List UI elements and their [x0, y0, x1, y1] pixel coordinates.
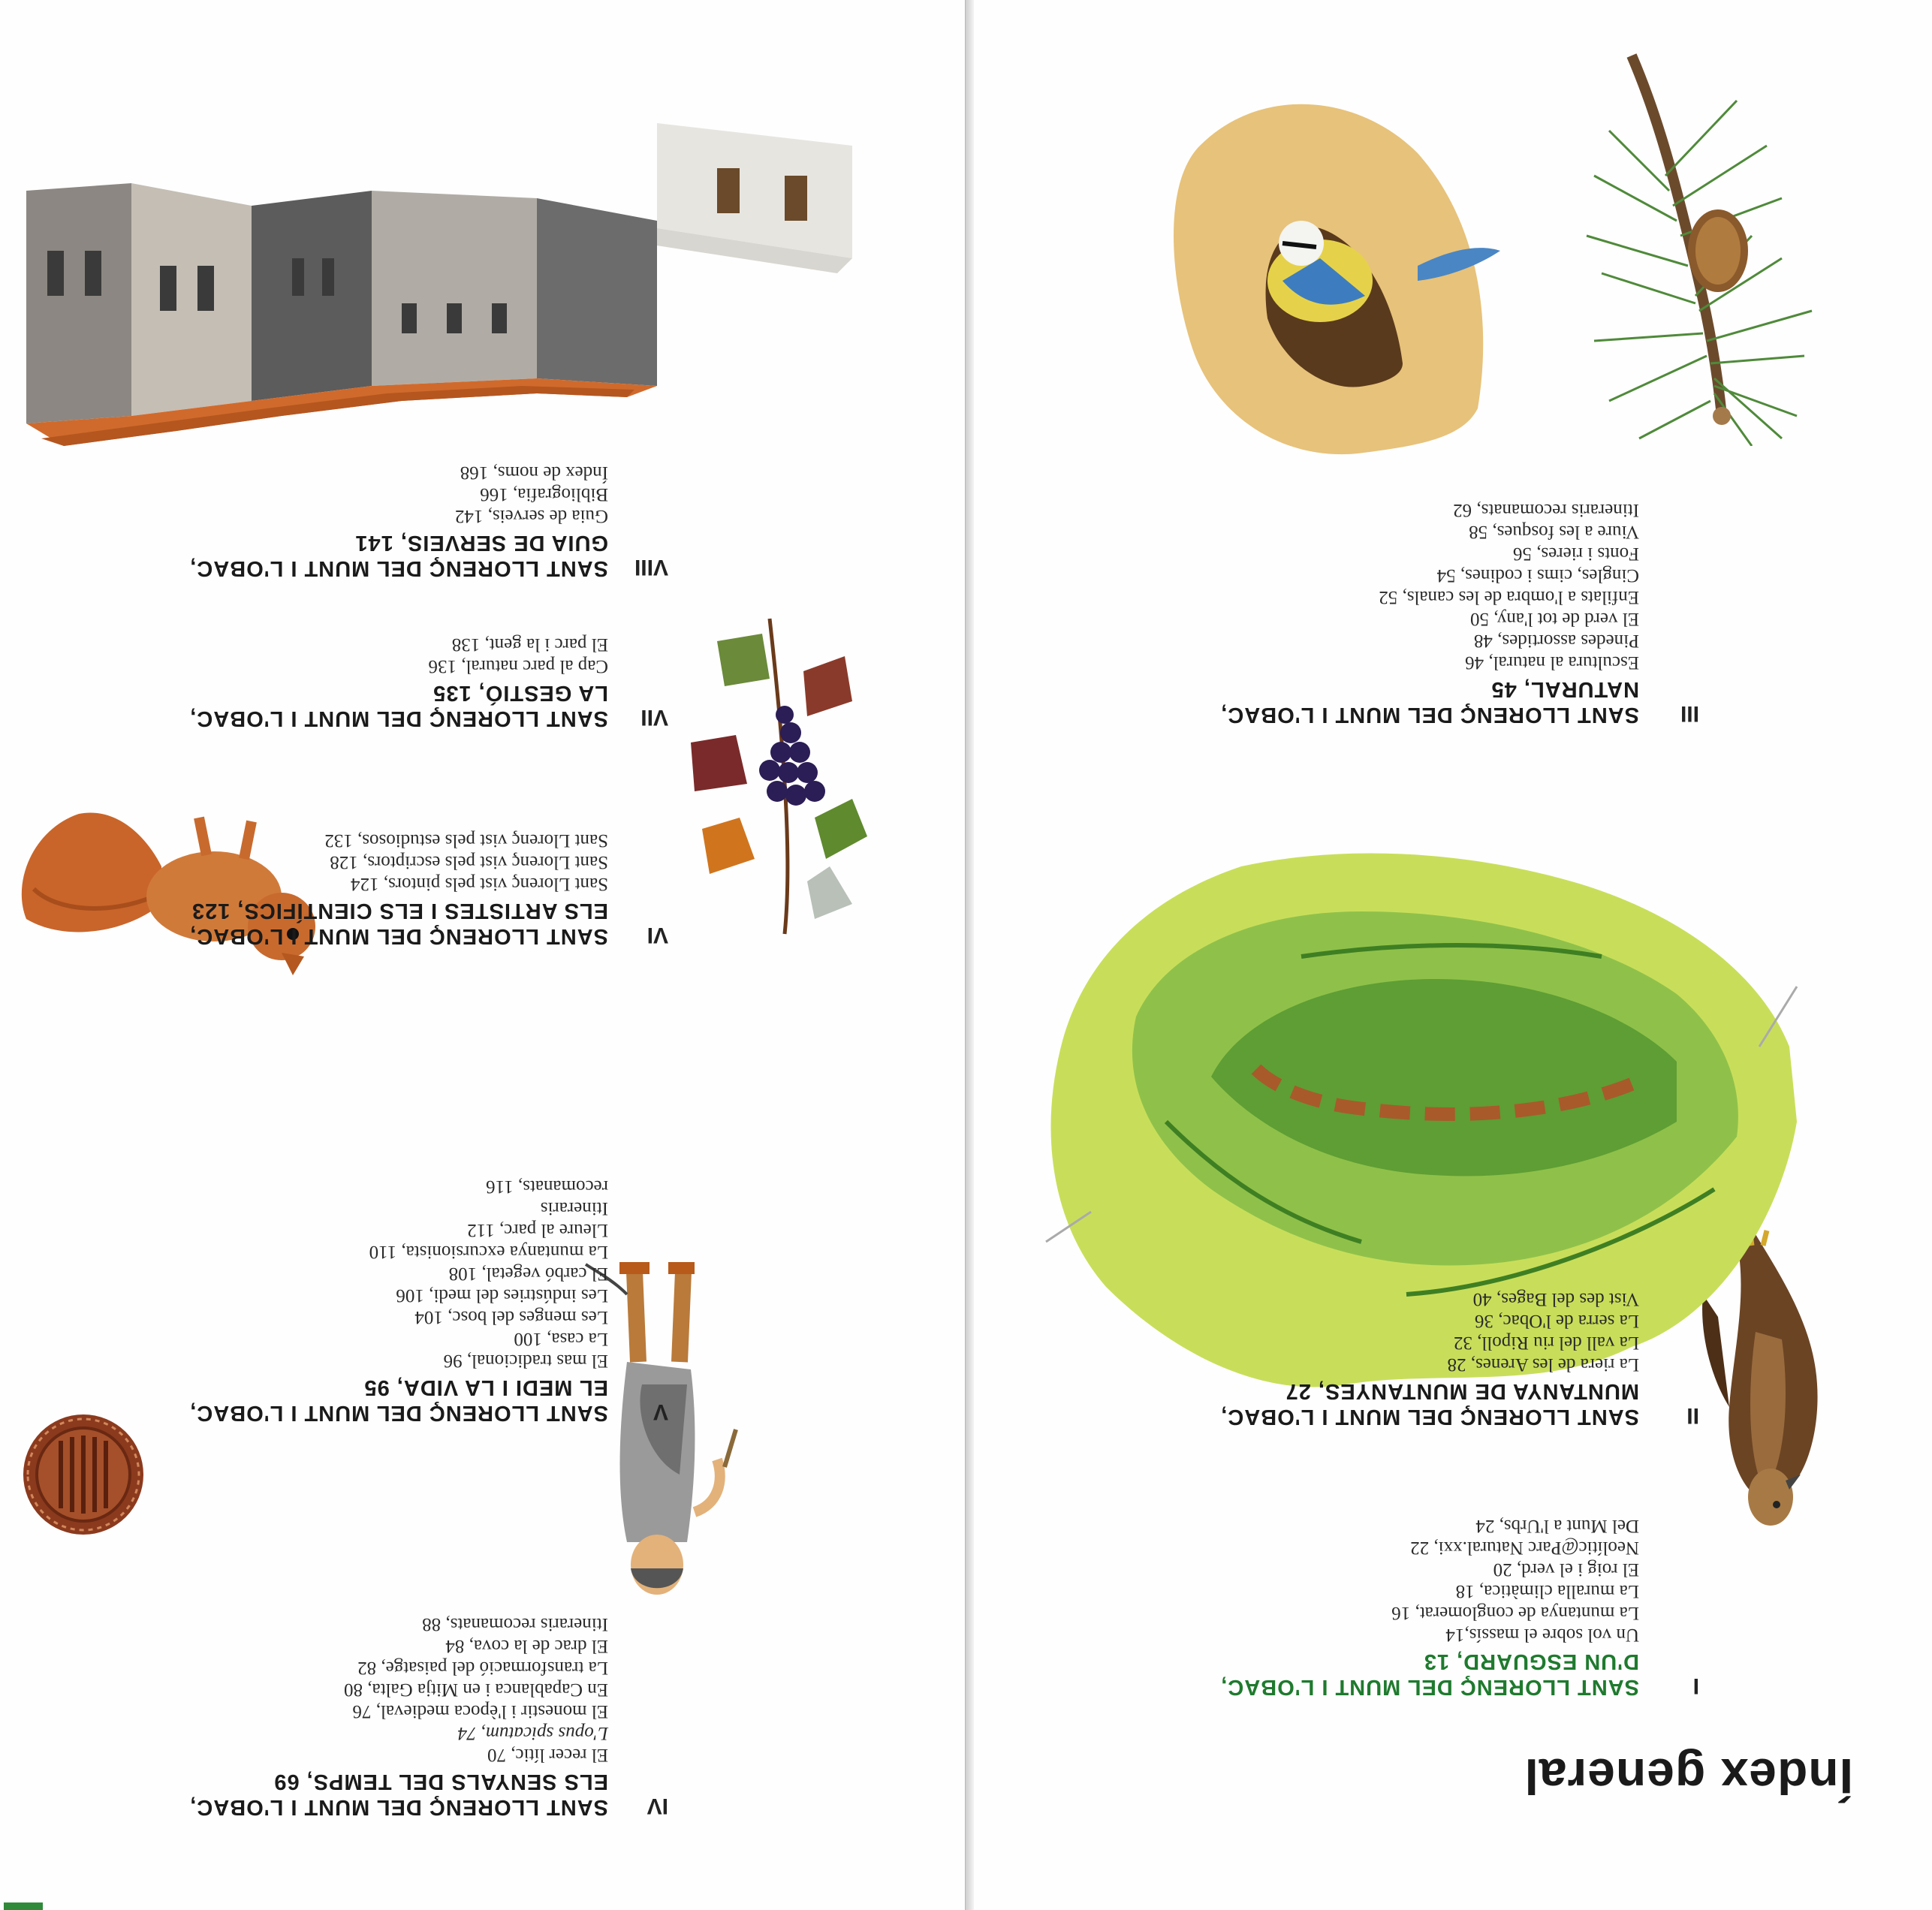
toc-entry[interactable]: La muntanya excursionista, 110 — [369, 1242, 608, 1262]
section-numeral: VII — [640, 705, 668, 730]
toc-entry[interactable]: Sant Llorenç vist pels escriptors, 128 — [330, 852, 608, 872]
section-6 — [189, 830, 668, 949]
section-heading-line2: D'UN ESGUARD, 13 — [1423, 1649, 1639, 1674]
section-numeral: III — [1680, 701, 1699, 726]
section-7 — [189, 634, 668, 731]
toc-entry[interactable]: El monestir i l'època medieval, 76 — [352, 1701, 608, 1722]
section-heading-line1: SANT LLORENÇ DEL MUNT I L'OBAC, — [1220, 703, 1639, 727]
toc-entry[interactable]: La muralla climàtica, 18 — [1455, 1581, 1639, 1601]
section-numeral: VI — [647, 923, 668, 947]
section-3 — [1220, 499, 1699, 728]
section-heading-line2: EL MEDI I LA VIDA, 95 — [363, 1375, 608, 1399]
section-heading — [189, 898, 608, 949]
toc-entry[interactable]: El parc i la gent, 138 — [451, 634, 608, 655]
toc-entry[interactable]: Escultura al natural, 46 — [1465, 652, 1639, 673]
section-heading — [189, 680, 608, 731]
toc-entry[interactable]: La casa, 100 — [514, 1329, 608, 1349]
section-8 — [189, 462, 668, 581]
section-numeral: VIII — [634, 555, 668, 580]
toc-entry[interactable]: Vist des del Bages, 40 — [1472, 1289, 1639, 1309]
left-page — [967, 0, 1932, 1910]
toc-entry[interactable]: Itineraris — [540, 1198, 608, 1219]
grapes-illustration — [672, 596, 897, 949]
toc-entry[interactable]: Cap al parc natural, 136 — [428, 656, 608, 676]
section-heading — [189, 1769, 608, 1820]
toc-entry[interactable]: El verd de tot l'any, 50 — [1469, 609, 1639, 629]
toc-entry[interactable]: Neolític@Parc Natural.xxi, 22 — [1410, 1538, 1639, 1558]
section-heading-line1: SANT LLORENÇ DEL MUNT I L'OBAC, — [189, 706, 608, 731]
toc-entry[interactable]: Itineraris recomanats, 88 — [422, 1614, 608, 1634]
toc-entry[interactable]: Pinedes assortides, 48 — [1473, 631, 1639, 651]
toc-entry[interactable]: Sant Llorenç vist pels pintors, 124 — [350, 874, 608, 894]
toc-entry[interactable]: El carbó vegetal, 108 — [448, 1264, 608, 1284]
toc-entry[interactable]: Guia de serveis, 142 — [454, 506, 608, 526]
toc-entry[interactable]: Del Munt a l'Urbs, 24 — [1475, 1516, 1639, 1536]
section-2 — [1220, 1288, 1699, 1429]
toc-entry[interactable]: La riera de les Arenes, 28 — [1447, 1354, 1639, 1375]
section-heading — [1220, 1649, 1639, 1700]
section-numeral: II — [1686, 1403, 1699, 1428]
section-4 — [189, 1613, 668, 1820]
toc-entry[interactable]: La muntanya de conglomerat, 16 — [1391, 1603, 1639, 1623]
toc-entry[interactable]: Viure a les fosques, 58 — [1469, 522, 1639, 542]
section-heading-line1: SANT LLORENÇ DEL MUNT I L'OBAC, — [1220, 1405, 1639, 1429]
toc-entry[interactable]: Les indústries del medi, 106 — [396, 1285, 608, 1306]
toc-entry[interactable]: La vall del riu Ripoll, 32 — [1453, 1333, 1639, 1353]
section-heading-line2: LA GESTIÓ, 135 — [433, 681, 608, 705]
section-heading — [189, 530, 608, 581]
section-heading-line1: SANT LLORENÇ DEL MUNT I L'OBAC, — [189, 924, 608, 948]
toc-entry[interactable]: El mas tradicional, 96 — [443, 1351, 608, 1371]
toc-entry[interactable]: recomanats, 116 — [486, 1176, 608, 1197]
section-numeral: IV — [647, 1794, 668, 1818]
toc-entry[interactable]: Itineraris recomanats, 62 — [1453, 500, 1639, 520]
section-heading-line2: ELS SENYALS DEL TEMPS, 69 — [273, 1770, 608, 1794]
section-numeral: I — [1692, 1674, 1699, 1698]
section-1 — [1220, 1515, 1699, 1700]
section-heading-line1: SANT LLORENÇ DEL MUNT I L'OBAC, — [1220, 1675, 1639, 1699]
toc-entry[interactable]: La serra de l'Obac, 36 — [1475, 1311, 1639, 1331]
toc-entry[interactable]: El recer lític, 70 — [487, 1745, 608, 1765]
toc-entry[interactable]: En Capablanca i en Mitja Galta, 80 — [344, 1680, 608, 1700]
section-heading — [1220, 676, 1639, 728]
page-title: Índex general — [1524, 1749, 1853, 1804]
castle-illustration — [11, 56, 852, 446]
right-page — [0, 0, 965, 1910]
section-heading-line1: SANT LLORENÇ DEL MUNT I L'OBAC, — [189, 1795, 608, 1819]
section-heading-line2: ELS ARTISTES I ELS CIENTÍFICS, 123 — [191, 899, 608, 923]
section-heading-line2: MUNTANYA DE MUNTANYES, 27 — [1285, 1379, 1639, 1403]
section-heading-line1: SANT LLORENÇ DEL MUNT I L'OBAC, — [189, 1401, 608, 1425]
section-heading-line2: GUIA DE SERVEIS, 141 — [354, 531, 608, 555]
toc-entry[interactable]: Bibliografia, 166 — [480, 484, 608, 505]
coin-illustration — [21, 1411, 145, 1538]
section-heading — [189, 1375, 608, 1426]
section-heading-line1: SANT LLORENÇ DEL MUNT I L'OBAC, — [189, 556, 608, 580]
section-numeral: V — [653, 1399, 668, 1424]
pine-branch-illustration — [1579, 41, 1827, 446]
toc-entry[interactable]: Cingles, cims i codines, 54 — [1436, 565, 1639, 586]
toc-entry[interactable]: Sant Llorenç vist pels estudiosos, 132 — [324, 830, 608, 851]
toc-entry[interactable]: Lleure al parc, 112 — [467, 1220, 608, 1240]
toc-entry[interactable]: Les menges del bosc, 104 — [414, 1307, 608, 1327]
section-5 — [189, 1176, 668, 1426]
section-heading-line2: NATURAL, 45 — [1490, 677, 1639, 701]
blue-tit-nest-illustration — [1159, 78, 1508, 468]
section-heading — [1220, 1378, 1639, 1429]
toc-entry[interactable]: El roig i el verd, 20 — [1493, 1559, 1639, 1580]
toc-entry[interactable]: Un vol sobre el massís,14 — [1445, 1625, 1639, 1645]
toc-entry[interactable]: Fonts i rieres, 56 — [1512, 544, 1639, 564]
toc-entry[interactable]: El drac de la cova, 84 — [445, 1636, 608, 1656]
toc-entry[interactable]: Índex de noms, 168 — [460, 462, 608, 483]
toc-entry[interactable]: Enfilats a l'ombra de les canals, 52 — [1379, 587, 1639, 607]
green-edge — [4, 1902, 43, 1910]
toc-entry[interactable]: La transformació del paisatge, 82 — [357, 1658, 608, 1678]
toc-entry[interactable]: L'opus spicatum, 74 — [457, 1723, 608, 1743]
